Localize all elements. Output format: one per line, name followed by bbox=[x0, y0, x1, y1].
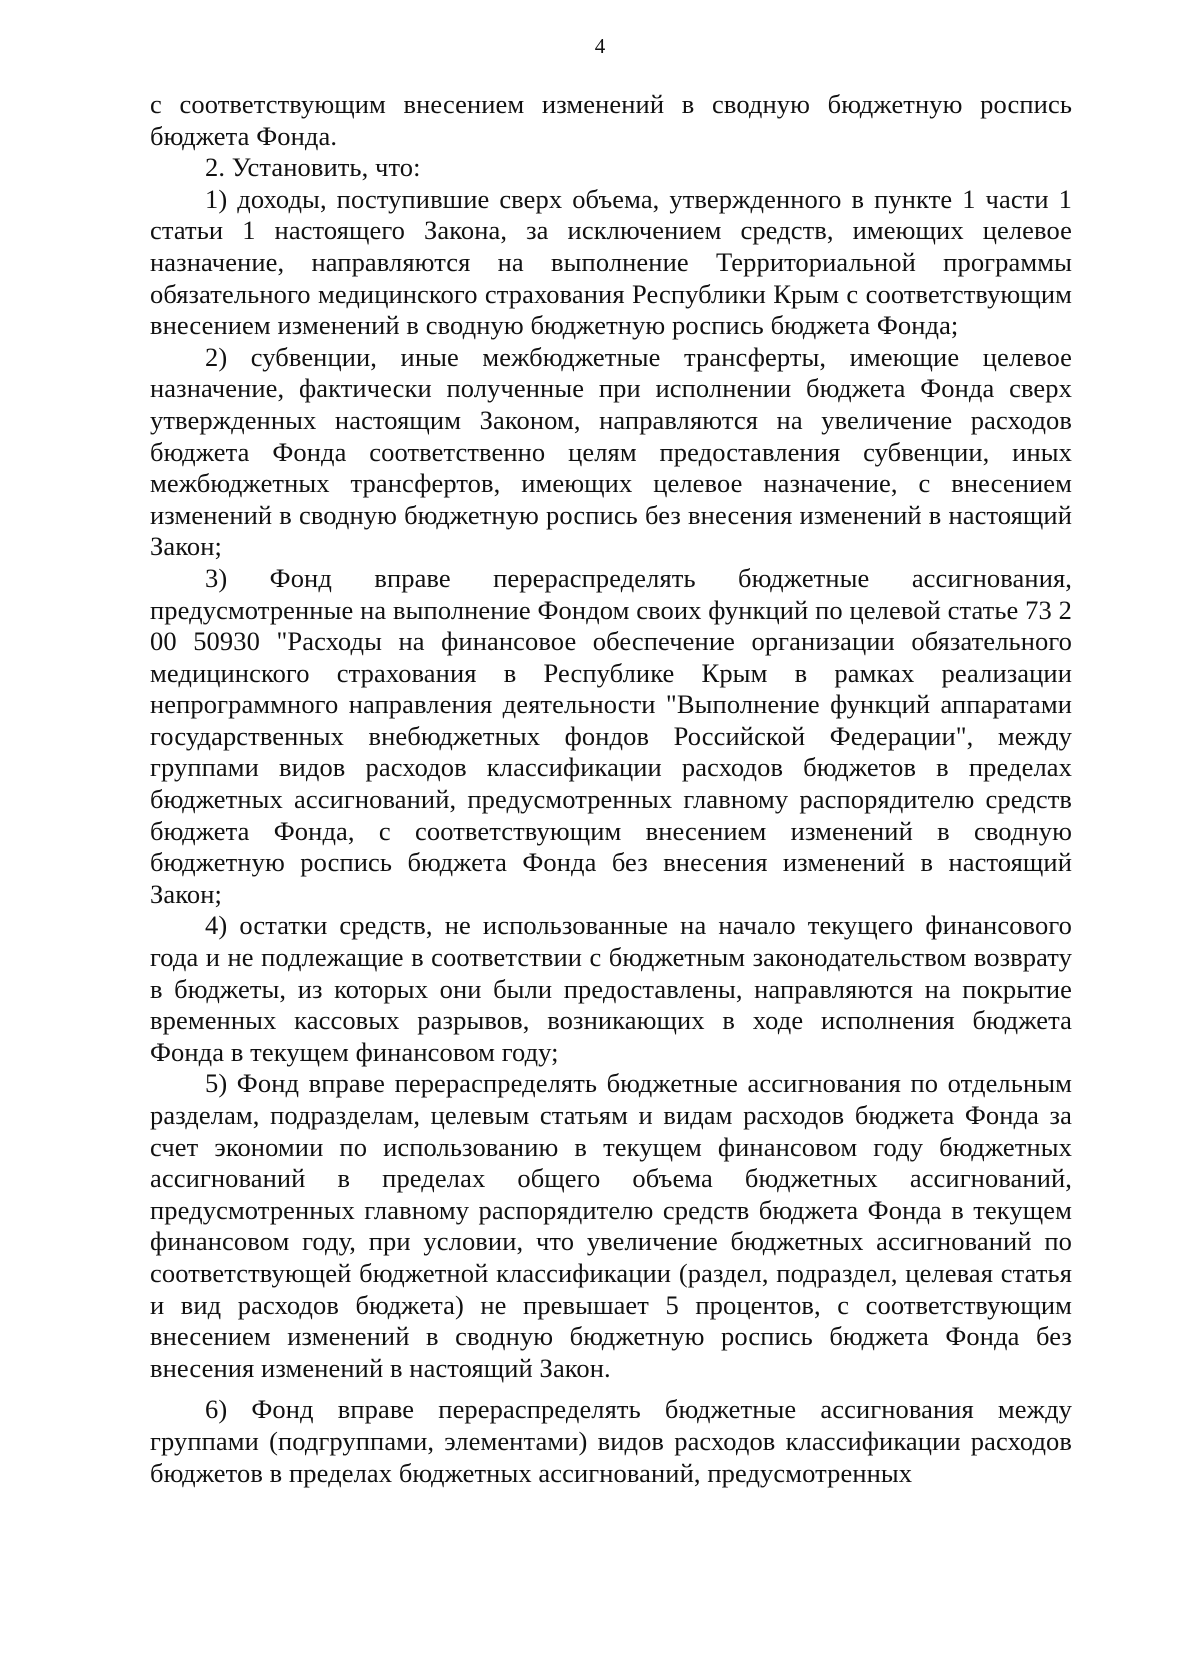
paragraph-subitem-2: 2) субвенции, иные межбюджетные трансферты, имеющие целевое назначение, фактически полученные при исполнении бюджета Фонда сверх утвержденных настоящим Законом, направляются на увеличение расходов бюджета Фонда соответственно целям предоставления субвенции, иных межбюджетных трансфертов, имеющих целевое назначение, с внесением изменений в сводную бюджетную роспись без внесения изменений в настоящий Закон; bbox=[150, 341, 1072, 562]
document-body bbox=[150, 89, 1072, 1489]
paragraph-item-2: 2. Установить, что: bbox=[205, 152, 421, 183]
paragraph-subitem-4: 4) остатки средств, не использованные на начало текущего финансового года и не подлежащие в соответствии с бюджетным законодательством возврату в бюджеты, из которых они были предоставлены, направляются на покрытие временных кассовых разрывов, возникающих в ходе исполнения бюджета Фонда в текущем финансовом году; bbox=[150, 910, 1072, 1067]
paragraph-continuation: с соответствующим внесением изменений в сводную бюджетную роспись бюджета Фонда. bbox=[150, 89, 1072, 151]
page-number: 4 bbox=[594, 34, 606, 58]
paragraph-subitem-5: 5) Фонд вправе перераспределять бюджетные ассигнования по отдельным разделам, подразделам, целевым статьям и видам расходов бюджета Фонда за счет экономии по использованию в текущем финансовом году бюджетных ассигнований в пределах общего объема бюджетных ассигнований, предусмотренных главному распорядителю средств бюджета Фонда в текущем финансовом году, при условии, что увеличение бюджетных ассигнований по соответствующей бюджетной классификации (раздел, подраздел, целевая статья и вид расходов бюджета) не превышает 5 процентов, с соответствующим внесением изменений в сводную бюджетную роспись бюджета Фонда без внесения изменений в настоящий Закон. bbox=[150, 1068, 1072, 1383]
paragraph-subitem-6: 6) Фонд вправе перераспределять бюджетные ассигнования между группами (подгруппами, элементами) видов расходов классификации расходов бюджетов в пределах бюджетных ассигнований, предусмотренных bbox=[150, 1394, 1072, 1488]
paragraph-subitem-3: 3) Фонд вправе перераспределять бюджетные ассигнования, предусмотренные на выполнение Фондом своих функций по целевой статье 73 2 00 50930 "Расходы на финансовое обеспечение организации обязательного медицинского страхования в Республике Крым в рамках реализации непрограммного направления деятельности "Выполнение функций аппаратами государственных внебюджетных фондов Российской Федерации", между группами видов расходов классификации расходов бюджетов в пределах бюджетных ассигнований, предусмотренных главному распорядителю средств бюджета Фонда, с соответствующим внесением изменений в сводную бюджетную роспись бюджета Фонда без внесения изменений в настоящий Закон; bbox=[150, 562, 1072, 909]
paragraph-subitem-1: 1) доходы, поступившие сверх объема, утвержденного в пункте 1 части 1 статьи 1 настоящего Закона, за исключением средств, имеющих целевое назначение, направляются на выполнение Территориальной программы обязательного медицинского страхования Республики Крым с соответствующим внесением изменений в сводную бюджетную роспись бюджета Фонда; bbox=[150, 183, 1072, 341]
